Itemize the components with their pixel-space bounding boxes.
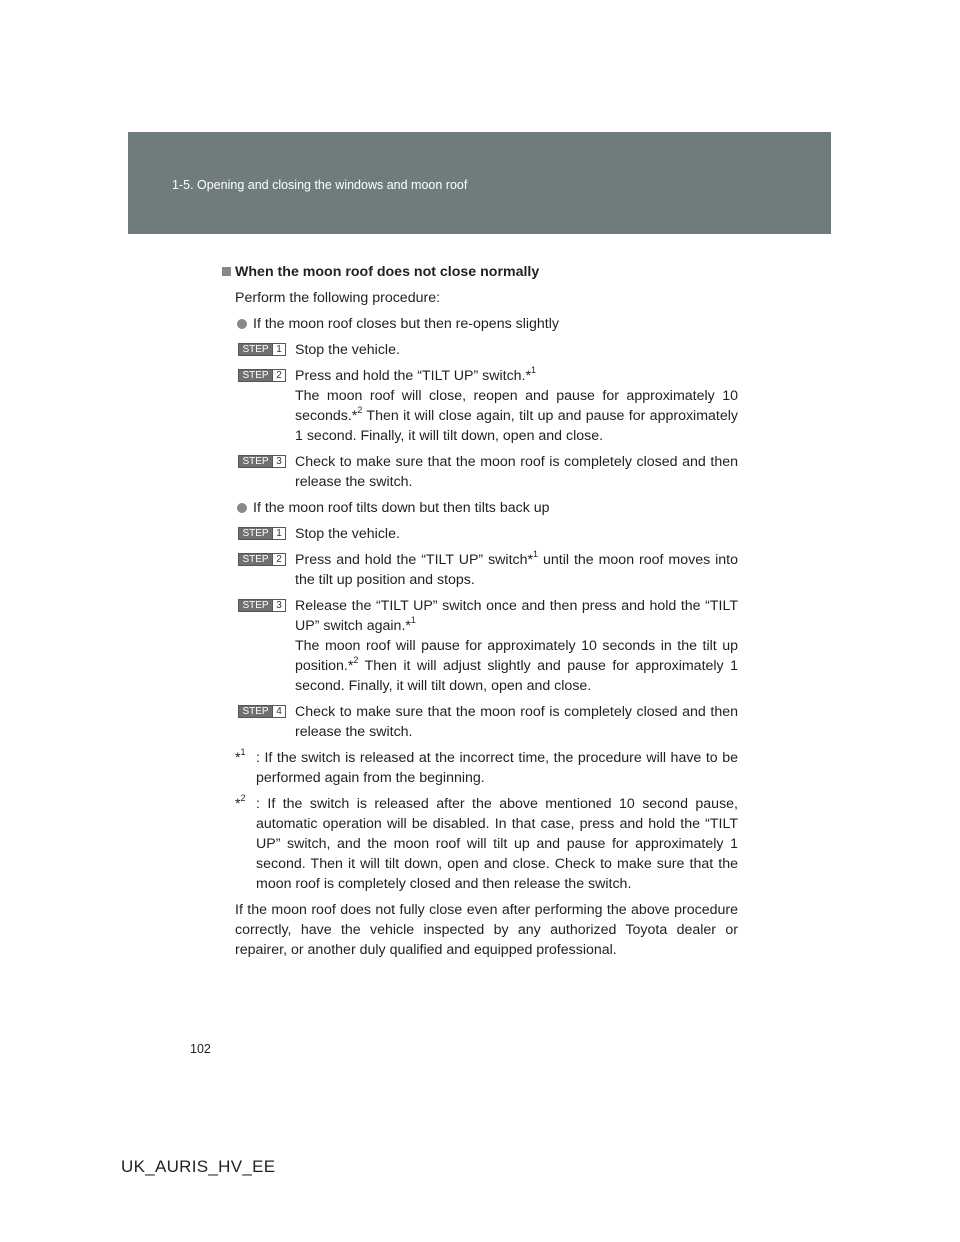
case2-step-2 [222,550,738,590]
step-number: 1 [272,528,285,539]
footnote-2 [222,794,738,894]
case2-bullet-text: If the moon roof tilts down but then tilts back up [253,500,550,516]
footnote-asterisk: * [235,796,241,812]
case2-step-4 [222,702,738,742]
round-bullet-icon [237,503,247,513]
step-badge [238,705,286,718]
footnote-asterisk: * [235,750,241,766]
case2-step-3 [222,596,738,696]
step-text: Stop the vehicle. [295,526,400,542]
step-text-detail: The moon roof will pause for approximately 10 seconds in the tilt up position.* [295,638,738,674]
footnote-number: 1 [240,747,246,758]
case1-step-2 [222,366,738,446]
round-bullet-icon [237,319,247,329]
step-word: STEP [239,600,272,611]
intro-text: Perform the following procedure: [235,290,441,306]
case1-bullet [222,314,738,334]
case2-bullet [222,498,738,518]
step-number: 3 [272,600,285,611]
step-word: STEP [239,456,272,467]
step-number: 1 [272,344,285,355]
step-badge [238,599,286,612]
footnote-ref: 1 [531,365,537,376]
step-word: STEP [239,370,272,381]
subsection-heading-text: When the moon roof does not close normally [235,264,540,280]
step-number: 2 [272,554,285,565]
step-text: Press and hold the “TILT UP” switch* [295,552,534,568]
step-text-detail: The moon roof will close, reopen and pause for approximately 10 seconds.* [295,388,738,424]
section-title: 1-5. Opening and closing the windows and moon roof [172,178,468,192]
footnote-1 [222,748,738,788]
step-text: Check to make sure that the moon roof is completely closed and then release the switch. [295,704,738,740]
closing-paragraph: If the moon roof does not fully close even after performing the above procedure correctly, have the vehicle inspected by any authorized Toyota dealer or repairer, or another duly qualified and equipped professional. [235,902,738,958]
step-text-detail-cont: Then it will adjust slightly and pause for approximately 1 second. Finally, it will tilt down, open and close. [295,658,738,694]
square-bullet-icon [222,267,231,276]
step-text-detail-cont: Then it will close again, tilt up and pause for approximately 1 second. Finally, it will tilt down, open and close. [295,408,738,444]
page-number: 102 [190,1042,211,1056]
section-header-bar [128,132,831,234]
step-text: Press and hold the “TILT UP” switch.* [295,368,532,384]
step-number: 2 [272,370,285,381]
step-text: Check to make sure that the moon roof is completely closed and then release the switch. [295,454,738,490]
subsection-heading [222,262,738,282]
step-number: 4 [272,706,285,717]
footnote-mark [235,748,246,768]
step-badge [238,369,286,382]
document-code: UK_AURIS_HV_EE [121,1157,276,1176]
step-word: STEP [239,528,272,539]
footnote-ref: 2 [357,405,363,416]
footnote-ref: 2 [353,655,359,666]
step-number: 3 [272,456,285,467]
step-word: STEP [239,554,272,565]
case1-step-1 [222,340,738,360]
case1-bullet-text: If the moon roof closes but then re-opens slightly [253,316,559,332]
footnote-number: 2 [240,793,246,804]
step-text: Release the “TILT UP” switch once and then press and hold the “TILT UP” switch again.* [295,598,738,634]
case1-step-3 [222,452,738,492]
step-badge [238,343,286,356]
step-text: Stop the vehicle. [295,342,400,358]
step-badge [238,553,286,566]
step-text-cont: until the moon roof moves into the tilt up position and stops. [295,552,738,588]
footnote-text: : If the switch is released at the incorrect time, the procedure will have to be performed again from the beginning. [256,750,738,786]
footnote-ref: 1 [533,549,539,560]
page-content [222,262,738,960]
footnote-text: : If the switch is released after the above mentioned 10 second pause, automatic operation will be disabled. In that case, press and hold the “TILT UP” switch, and the moon roof will tilt up and pause for approximately 1 second. Then it will tilt down, open and close. Check to make sure that the moon roof is completely closed and then release the switch. [256,796,738,892]
footnote-mark [235,794,246,814]
case2-step-1 [222,524,738,544]
step-word: STEP [239,344,272,355]
footnote-ref: 1 [410,615,416,626]
step-badge [238,527,286,540]
step-badge [238,455,286,468]
step-word: STEP [239,706,272,717]
